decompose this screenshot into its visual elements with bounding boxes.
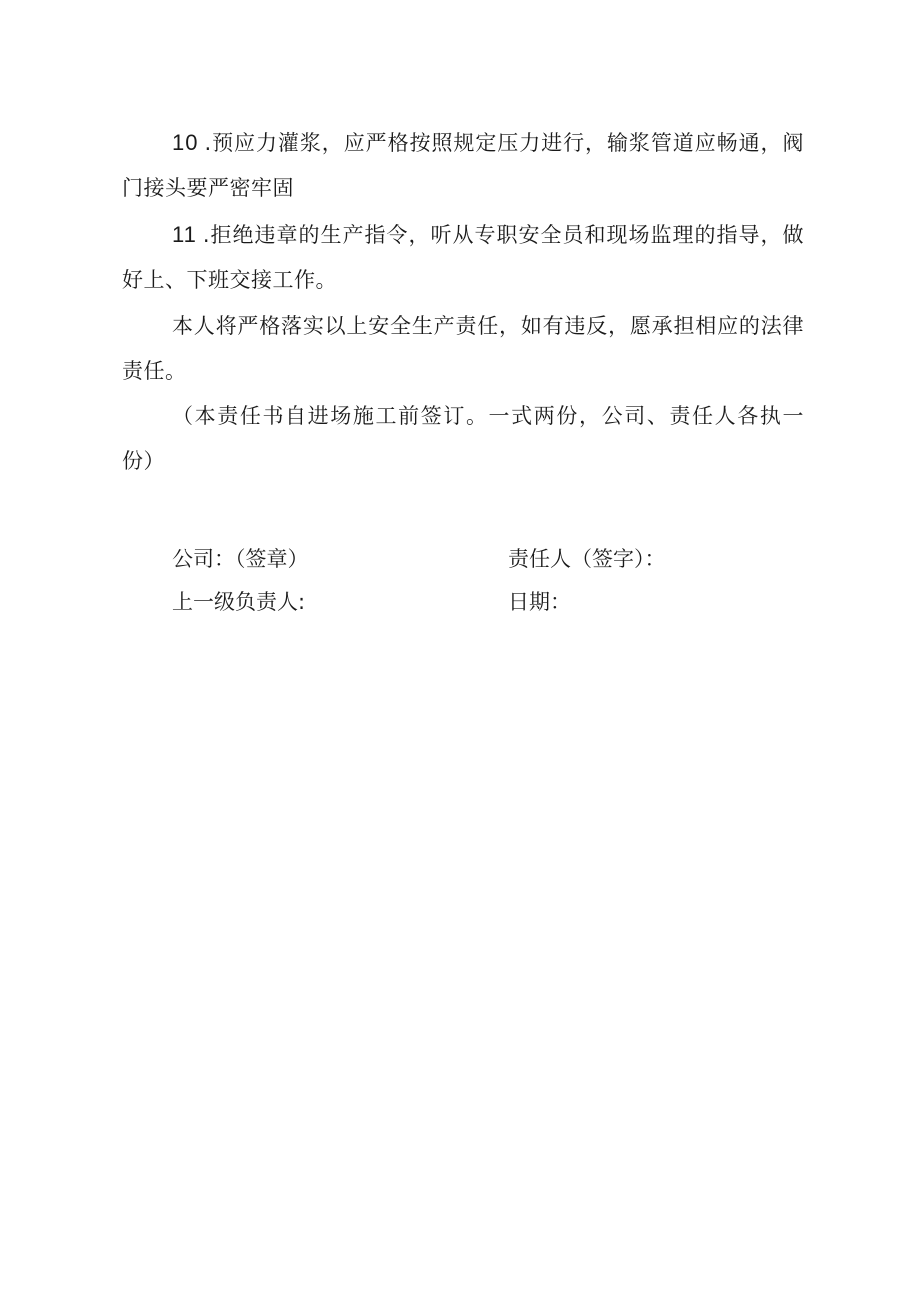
- declaration-paragraph: 本人将严格落实以上安全生产责任，如有违反，愿承担相应的法律责任。: [122, 314, 804, 383]
- superior-label: 上一级负责人:: [172, 590, 306, 614]
- signature-row-2: [172, 582, 812, 622]
- clause-text: .拒绝违章的生产指令，听从专职安全员和现场监理的指导，做好上、下班交接工作。: [122, 223, 804, 292]
- responsible-signature-label: 责任人（签字）：: [508, 547, 666, 571]
- clause-number: 10: [172, 130, 199, 155]
- company-seal-label: 公司：（签章）: [172, 547, 309, 571]
- note-paragraph: （本责任书自进场施工前签订。一式两份，公司、责任人各执一份）: [122, 404, 804, 473]
- signature-row-1: [172, 539, 812, 579]
- clause-10: [122, 120, 804, 211]
- clause-number: 11: [172, 222, 197, 247]
- clause-11: [122, 212, 804, 303]
- clause-text: .预应力灌浆，应严格按照规定压力进行，输浆管道应畅通，阀门接头要严密牢固: [122, 131, 804, 200]
- date-label: 日期：: [508, 590, 571, 614]
